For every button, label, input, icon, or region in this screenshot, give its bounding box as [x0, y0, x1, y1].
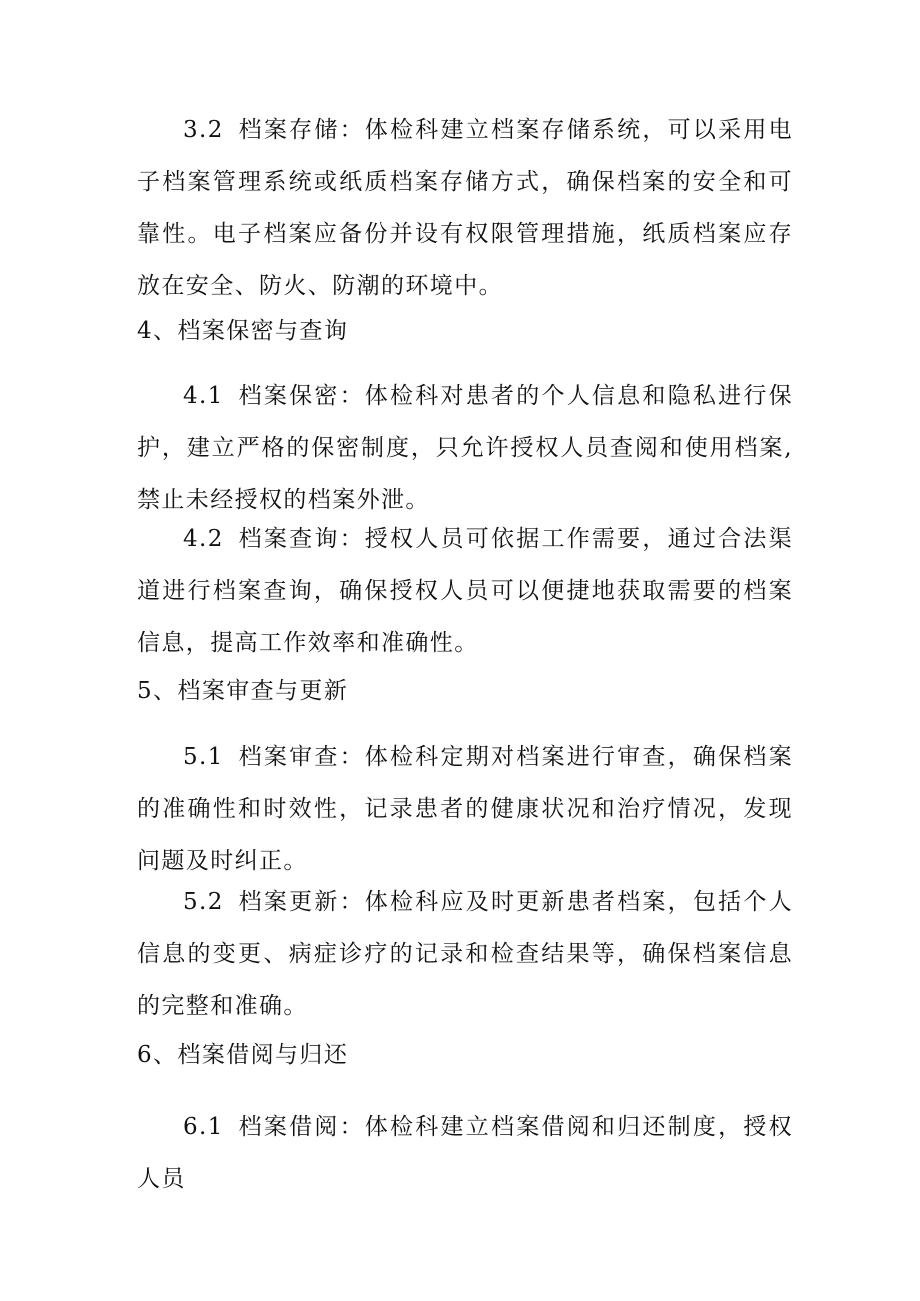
paragraph-4-2 [137, 513, 793, 669]
paragraph-number: 4.1 [183, 383, 224, 409]
paragraph-text: 档案更新：体检科应及时更新患者档案，包括个人信息的变更、病症诊疗的记录和检查结果等，确保档案信息的完整和准确。 [137, 889, 793, 1019]
paragraph-text: 档案保密：体检科对患者的个人信息和隐私进行保护，建立严格的保密制度，只允许授权人员查阅和使用档案,禁止未经授权的档案外泄。 [137, 383, 793, 513]
section-heading-5: 5、档案审查与更新 [137, 678, 349, 704]
paragraph-5-1 [137, 731, 793, 887]
paragraph-text: 档案审查：体检科定期对档案进行审查，确保档案的准确性和时效性，记录患者的健康状况和治疗情况，发现问题及时纠正。 [137, 744, 793, 874]
paragraph-number: 3.2 [183, 117, 224, 143]
paragraph-number: 5.2 [183, 889, 224, 915]
section-heading-4: 4、档案保密与查询 [137, 318, 349, 344]
paragraph-5-2 [137, 876, 793, 1032]
paragraph-text: 档案查询：授权人员可依据工作需要，通过合法渠道进行档案查询，确保授权人员可以便捷地获取需要的档案信息，提高工作效率和准确性。 [137, 526, 793, 656]
paragraph-4-1 [137, 370, 793, 526]
paragraph-text: 档案存储：体检科建立档案存储系统，可以采用电子档案管理系统或纸质档案存储方式，确保档案的安全和可靠性。电子档案应备份并设有权限管理措施，纸质档案应存放在安全、防火、防潮的环境中。 [137, 117, 793, 299]
paragraph-6-1 [137, 1101, 793, 1205]
paragraph-number: 5.1 [183, 744, 224, 770]
section-heading-6: 6、档案借阅与归还 [137, 1042, 349, 1068]
paragraph-3-2 [137, 104, 793, 312]
paragraph-number: 6.1 [183, 1114, 224, 1140]
paragraph-text: 档案借阅：体检科建立档案借阅和归还制度，授权人员 [137, 1114, 793, 1192]
paragraph-number: 4.2 [183, 526, 224, 552]
